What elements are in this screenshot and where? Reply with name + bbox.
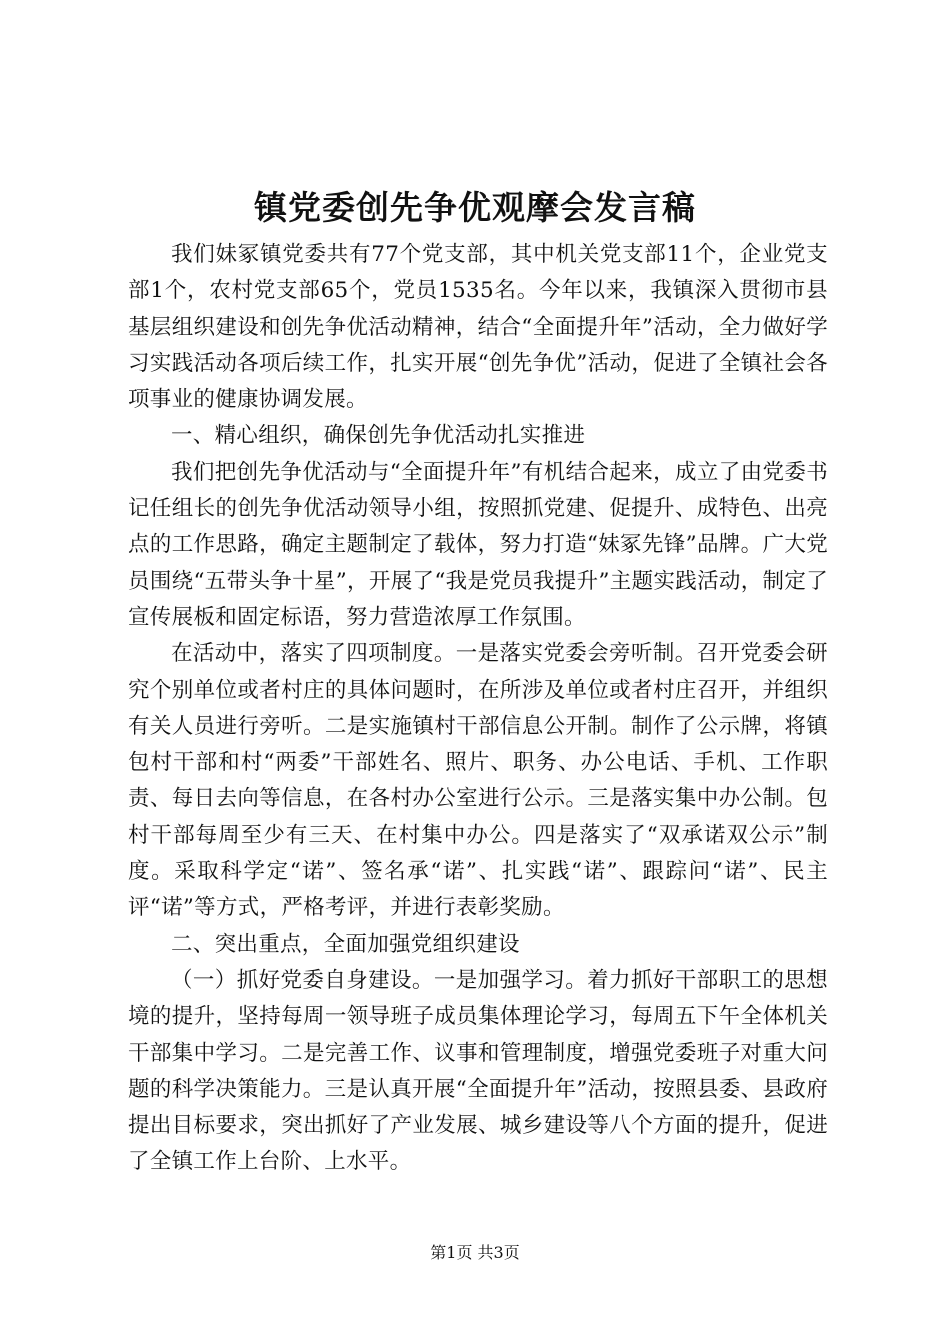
page-number-footer: 第1页 共3页 bbox=[430, 1243, 520, 1262]
document-body bbox=[128, 237, 828, 1181]
document-title: 镇党委创先争优观摩会发言稿 bbox=[254, 188, 696, 227]
section-heading-2: 二、突出重点，全面加强党组织建设 bbox=[171, 931, 520, 957]
section-heading-1: 一、精心组织，确保创先争优活动扎实推进 bbox=[171, 423, 586, 449]
body-paragraph: （一）抓好党委自身建设。一是加强学习。着力抓好干部职工的思想境的提升，坚持每周一领导班子成员集体理论学习，每周五下午全体机关干部集中学习。二是完善工作、议事和管理制度，增强党委班子对重大问题的科学决策能力。三是认真开展“全面提升年”活动，按照县委、县政府提出目标要求，突出抓好了产业发展、城乡建设等八个方面的提升，促进了全镇工作上台阶、上水平。 bbox=[128, 967, 828, 1175]
body-paragraph: 在活动中，落实了四项制度。一是落实党委会旁听制。召开党委会研究个别单位或者村庄的具体问题时，在所涉及单位或者村庄召开，并组织有关人员进行旁听。二是实施镇村干部信息公开制。制作了公示牌，将镇包村干部和村“两委”干部姓名、照片、职务、办公电话、手机、工作职责、每日去向等信息，在各村办公室进行公示。三是落实集中办公制。包村干部每周至少有三天、在村集中办公。四是落实了“双承诺双公示”制度。采取科学定“诺”、签名承“诺”、扎实践“诺”、跟踪问“诺”、民主评“诺”等方式，严格考评，并进行表彰奖励。 bbox=[128, 641, 828, 921]
intro-paragraph: 我们妹冢镇党委共有77个党支部，其中机关党支部11个，企业党支部1个，农村党支部65个，党员1535名。今年以来，我镇深入贯彻市县基层组织建设和创先争优活动精神，结合“全面提升年”活动，全力做好学习实践活动各项后续工作，扎实开展“创先争优”活动，促进了全镇社会各项事业的健康协调发展。 bbox=[128, 242, 828, 413]
body-paragraph: 我们把创先争优活动与“全面提升年”有机结合起来，成立了由党委书记任组长的创先争优活动领导小组，按照抓党建、促提升、成特色、出亮点的工作思路，确定主题制定了载体，努力打造“妹冢先锋”品牌。广大党员围绕“五带头争十星”，开展了“我是党员我提升”主题实践活动，制定了宣传展板和固定标语，努力营造浓厚工作氛围。 bbox=[128, 459, 828, 630]
